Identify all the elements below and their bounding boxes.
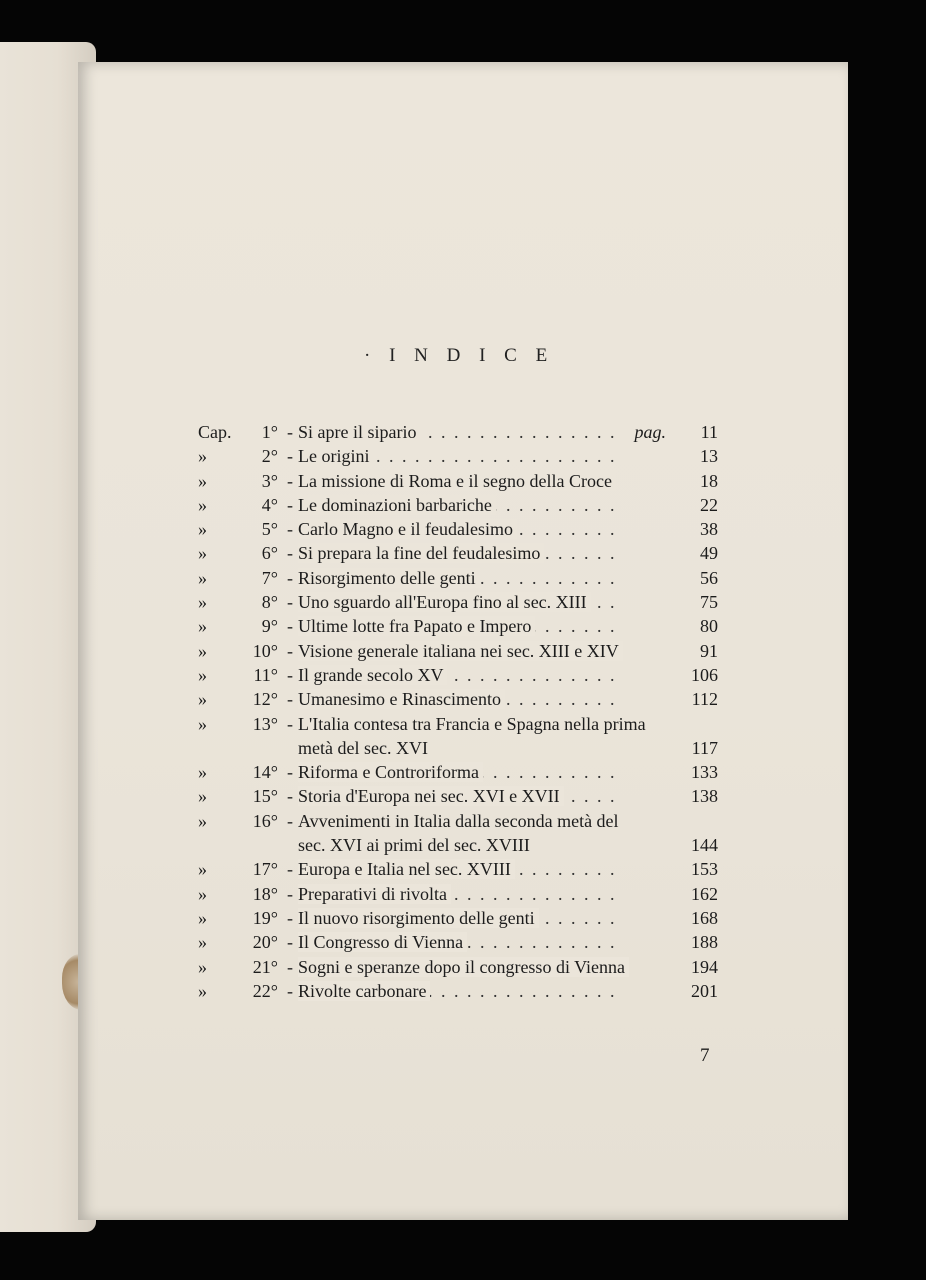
toc-entry — [198, 444, 718, 468]
chapter-title-cell — [298, 614, 670, 638]
page-reference: 13 — [700, 446, 718, 467]
chapter-title: Le dominazioni barbariche — [298, 495, 496, 515]
chapter-title: Riforma e Controriforma — [298, 762, 483, 782]
chapter-title: Si prepara la fine del feudalesimo — [298, 543, 544, 563]
chapter-lead: » — [198, 689, 207, 710]
page-reference: 133 — [691, 762, 718, 783]
chapter-number: 15° — [252, 786, 278, 807]
table-of-contents — [198, 420, 718, 1003]
separator-dash: - — [287, 762, 293, 783]
chapter-lead: » — [198, 883, 207, 904]
separator-dash: - — [287, 932, 293, 953]
chapter-title: Preparativi di rivolta — [298, 884, 451, 904]
separator-dash: - — [287, 980, 293, 1001]
page-reference: 38 — [700, 519, 718, 540]
pag-label: pag. — [629, 420, 667, 444]
chapter-lead: » — [198, 470, 207, 491]
chapter-number: 18° — [252, 883, 278, 904]
chapter-title: Si apre il sipario — [298, 422, 420, 442]
chapter-title-cell — [298, 906, 670, 930]
chapter-number: 2° — [261, 446, 278, 467]
chapter-title-cell — [298, 955, 670, 979]
chapter-number: 3° — [261, 470, 278, 491]
toc-entry — [198, 517, 718, 541]
chapter-title-cell — [298, 809, 670, 858]
separator-dash: - — [287, 422, 293, 442]
chapter-lead: » — [198, 494, 207, 515]
chapter-lead: » — [198, 640, 207, 661]
page-reference: 49 — [700, 543, 718, 564]
page-reference: 201 — [691, 980, 718, 1001]
chapter-title-cell — [298, 760, 670, 784]
page-reference: 91 — [700, 640, 718, 661]
chapter-lead: » — [198, 713, 207, 734]
chapter-title: Il nuovo risorgimento delle genti — [298, 908, 539, 928]
page-reference: 80 — [700, 616, 718, 637]
chapter-number: 13° — [252, 713, 278, 734]
chapter-lead: Cap. — [198, 422, 232, 442]
separator-dash: - — [287, 713, 293, 734]
chapter-lead: » — [198, 786, 207, 807]
separator-dash: - — [287, 616, 293, 637]
separator-dash: - — [287, 470, 293, 491]
chapter-title: Europa e Italia nel sec. XVIII — [298, 859, 515, 879]
toc-entry — [198, 955, 718, 979]
chapter-lead: » — [198, 567, 207, 588]
toc-entry — [198, 760, 718, 784]
chapter-number: 17° — [252, 859, 278, 880]
chapter-title-cell — [298, 517, 670, 541]
chapter-title: Ultime lotte fra Papato e Impero — [298, 616, 535, 636]
chapter-number: 8° — [261, 592, 278, 613]
separator-dash: - — [287, 689, 293, 710]
toc-entry — [198, 979, 718, 1003]
page-reference: 153 — [691, 859, 718, 880]
chapter-title: Visione generale italiana nei sec. XIII e XIV — [298, 641, 623, 661]
chapter-number: 11° — [253, 664, 278, 685]
toc-entry — [198, 493, 718, 517]
chapter-lead: » — [198, 956, 207, 977]
chapter-number: 20° — [252, 932, 278, 953]
toc-entry — [198, 712, 718, 761]
page-reference: 144 — [691, 835, 718, 856]
chapter-title-cell — [298, 712, 670, 761]
chapter-lead: » — [198, 932, 207, 953]
separator-dash: - — [287, 592, 293, 613]
separator-dash: - — [287, 810, 293, 831]
chapter-title: Il grande secolo XV — [298, 665, 447, 685]
toc-entry — [198, 420, 718, 444]
toc-entry — [198, 930, 718, 954]
page-reference: 138 — [691, 786, 718, 807]
page-reference: 75 — [700, 592, 718, 613]
chapter-title-continued: metà del sec. XVI — [298, 737, 428, 758]
chapter-lead: » — [198, 592, 207, 613]
chapter-title-cell — [298, 566, 670, 590]
toc-entry — [198, 857, 718, 881]
chapter-number: 1° — [261, 422, 278, 442]
chapter-title: Avvenimenti in Italia dalla seconda metà del — [298, 810, 619, 831]
chapter-number: 14° — [252, 762, 278, 783]
chapter-title: L'Italia contesa tra Francia e Spagna nella prima — [298, 713, 646, 734]
separator-dash: - — [287, 956, 293, 977]
separator-dash: - — [287, 907, 293, 928]
page-reference: 188 — [691, 932, 718, 953]
chapter-title: Le origini — [298, 446, 373, 466]
chapter-number: 21° — [252, 956, 278, 977]
chapter-title-cell — [298, 784, 670, 808]
chapter-number: 4° — [261, 494, 278, 515]
chapter-title-cell — [298, 687, 670, 711]
index-heading: · I N D I C E — [364, 345, 555, 366]
chapter-title-cell — [298, 639, 670, 663]
chapter-title-cell — [298, 663, 670, 687]
chapter-lead: » — [198, 859, 207, 880]
chapter-title-cell — [298, 444, 670, 468]
toc-entry — [198, 663, 718, 687]
chapter-title-cell — [298, 493, 670, 517]
chapter-number: 5° — [261, 519, 278, 540]
separator-dash: - — [287, 664, 293, 685]
page-reference: 22 — [700, 494, 718, 515]
toc-entry — [198, 614, 718, 638]
separator-dash: - — [287, 640, 293, 661]
separator-dash: - — [287, 446, 293, 467]
chapter-lead: » — [198, 664, 207, 685]
toc-entry — [198, 784, 718, 808]
chapter-number: 6° — [261, 543, 278, 564]
chapter-title-cell — [298, 469, 670, 493]
chapter-title: Storia d'Europa nei sec. XVI e XVII — [298, 786, 564, 806]
chapter-number: 10° — [252, 640, 278, 661]
chapter-title-cell — [298, 882, 670, 906]
chapter-title: La missione di Roma e il segno della Croce — [298, 471, 616, 491]
chapter-title: Il Congresso di Vienna — [298, 932, 467, 952]
chapter-lead: » — [198, 543, 207, 564]
chapter-number: 9° — [261, 616, 278, 637]
chapter-title-cell — [298, 857, 670, 881]
chapter-lead: » — [198, 446, 207, 467]
page-reference: 112 — [691, 689, 718, 710]
separator-dash: - — [287, 567, 293, 588]
separator-dash: - — [287, 519, 293, 540]
page-reference: 117 — [691, 737, 718, 758]
page-reference: 194 — [691, 956, 718, 977]
page-number: 7 — [700, 1045, 710, 1066]
toc-entry — [198, 590, 718, 614]
chapter-title: Uno sguardo all'Europa fino al sec. XIII — [298, 592, 591, 612]
chapter-number: 19° — [252, 907, 278, 928]
chapter-title-continued: sec. XVI ai primi del sec. XVIII — [298, 835, 530, 856]
toc-entry — [198, 469, 718, 493]
separator-dash: - — [287, 494, 293, 515]
chapter-title-cell — [298, 979, 670, 1003]
toc-entry — [198, 687, 718, 711]
page-reference: 11 — [700, 422, 718, 442]
chapter-title: Umanesimo e Rinascimento — [298, 689, 505, 709]
toc-entry — [198, 809, 718, 858]
page-reference: 106 — [691, 664, 718, 685]
page-reference: 18 — [700, 470, 718, 491]
chapter-title: Risorgimento delle genti — [298, 568, 480, 588]
chapter-title: Carlo Magno e il feudalesimo — [298, 519, 517, 539]
chapter-number: 22° — [252, 980, 278, 1001]
toc-entry — [198, 639, 718, 663]
chapter-title-cell — [298, 420, 670, 444]
chapter-title: Rivolte carbonare — [298, 981, 430, 1001]
chapter-title-cell — [298, 541, 670, 565]
chapter-lead: » — [198, 907, 207, 928]
chapter-lead: » — [198, 980, 207, 1001]
toc-entry — [198, 566, 718, 590]
page-reference: 162 — [691, 883, 718, 904]
chapter-title-cell — [298, 930, 670, 954]
chapter-lead: » — [198, 519, 207, 540]
chapter-lead: » — [198, 810, 207, 831]
chapter-lead: » — [198, 762, 207, 783]
page-reference: 56 — [700, 567, 718, 588]
separator-dash: - — [287, 786, 293, 807]
separator-dash: - — [287, 859, 293, 880]
chapter-title: Sogni e speranze dopo il congresso di Vienna — [298, 957, 629, 977]
toc-entry — [198, 906, 718, 930]
chapter-number: 7° — [261, 567, 278, 588]
separator-dash: - — [287, 543, 293, 564]
chapter-number: 12° — [252, 689, 278, 710]
chapter-number: 16° — [252, 810, 278, 831]
toc-entry — [198, 541, 718, 565]
chapter-lead: » — [198, 616, 207, 637]
page-reference: 168 — [691, 907, 718, 928]
toc-entry — [198, 882, 718, 906]
chapter-title-cell — [298, 590, 670, 614]
separator-dash: - — [287, 883, 293, 904]
